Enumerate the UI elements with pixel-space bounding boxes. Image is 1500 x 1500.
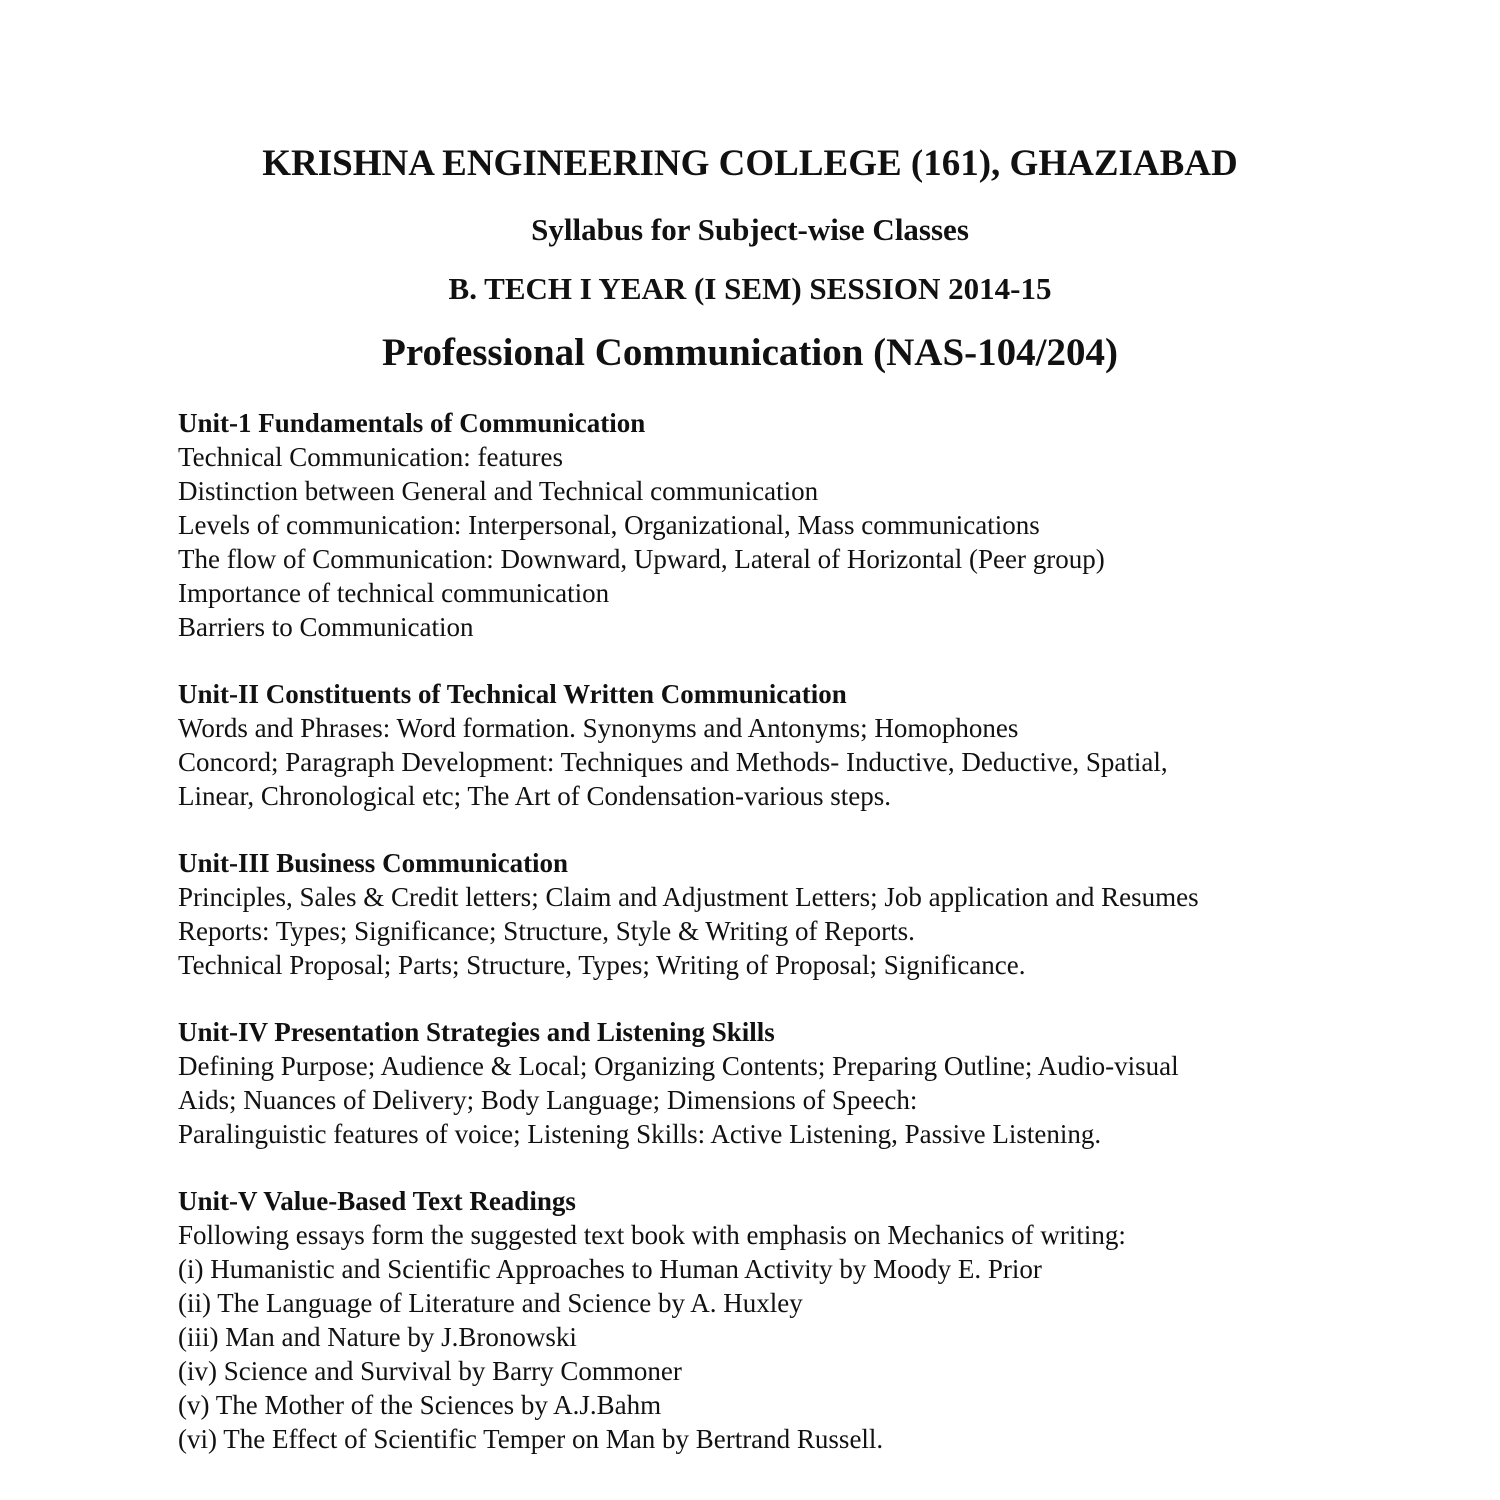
unit-line: (iv) Science and Survival by Barry Commoner [178,1356,682,1386]
unit-line: Reports: Types; Significance; Structure, Style & Writing of Reports. [178,916,915,946]
unit-line: (iii) Man and Nature by J.Bronowski [178,1322,577,1352]
unit-line: (ii) The Language of Literature and Science by A. Huxley [178,1288,803,1318]
unit-line: Barriers to Communication [178,612,474,642]
unit-line: Linear, Chronological etc; The Art of Condensation-various steps. [178,781,892,811]
unit-title: Unit-1 Fundamentals of Communication [178,408,646,438]
syllabus-subtitle: Syllabus for Subject-wise Classes [531,212,969,247]
unit-line: Levels of communication: Interpersonal, Organizational, Mass communications [178,510,1040,540]
subject-title: Professional Communication (NAS-104/204) [382,331,1118,374]
unit-line: (v) The Mother of the Sciences by A.J.Bahm [178,1390,662,1420]
unit-line: The flow of Communication: Downward, Upward, Lateral of Horizontal (Peer group) [178,544,1105,574]
unit-title: Unit-III Business Communication [178,848,569,878]
unit-line: Words and Phrases: Word formation. Synonyms and Antonyms; Homophones [178,713,1019,743]
unit-5 [178,1184,1478,1456]
unit-line: Technical Communication: features [178,442,563,472]
unit-title: Unit-IV Presentation Strategies and Listening Skills [178,1017,775,1047]
unit-line: Importance of technical communication [178,578,610,608]
unit-line: (i) Humanistic and Scientific Approaches to Human Activity by Moody E. Prior [178,1254,1042,1284]
unit-title: Unit-II Constituents of Technical Written Communication [178,679,847,709]
unit-line: Following essays form the suggested text book with emphasis on Mechanics of writing: [178,1220,1126,1250]
unit-line: Principles, Sales & Credit letters; Claim and Adjustment Letters; Job application and Resumes [178,882,1199,912]
college-title: KRISHNA ENGINEERING COLLEGE (161), GHAZIABAD [262,143,1238,184]
unit-line: (vi) The Effect of Scientific Temper on Man by Bertrand Russell. [178,1424,884,1454]
unit-line: Paralinguistic features of voice; Listening Skills: Active Listening, Passive Listening. [178,1119,1102,1149]
syllabus-body [178,406,1478,1489]
unit-line: Technical Proposal; Parts; Structure, Types; Writing of Proposal; Significance. [178,950,1026,980]
unit-title: Unit-V Value-Based Text Readings [178,1186,576,1216]
unit-line: Concord; Paragraph Development: Techniques and Methods- Inductive, Deductive, Spatial, [178,747,1168,777]
session-heading: B. TECH I YEAR (I SEM) SESSION 2014-15 [448,271,1052,306]
unit-line: Aids; Nuances of Delivery; Body Language; Dimensions of Speech: [178,1085,918,1115]
unit-3 [178,846,1478,982]
unit-1 [178,406,1478,644]
unit-line: Distinction between General and Technical communication [178,476,819,506]
unit-2 [178,677,1478,813]
unit-4 [178,1015,1478,1151]
unit-line: Defining Purpose; Audience & Local; Organizing Contents; Preparing Outline; Audio-visual [178,1051,1179,1081]
